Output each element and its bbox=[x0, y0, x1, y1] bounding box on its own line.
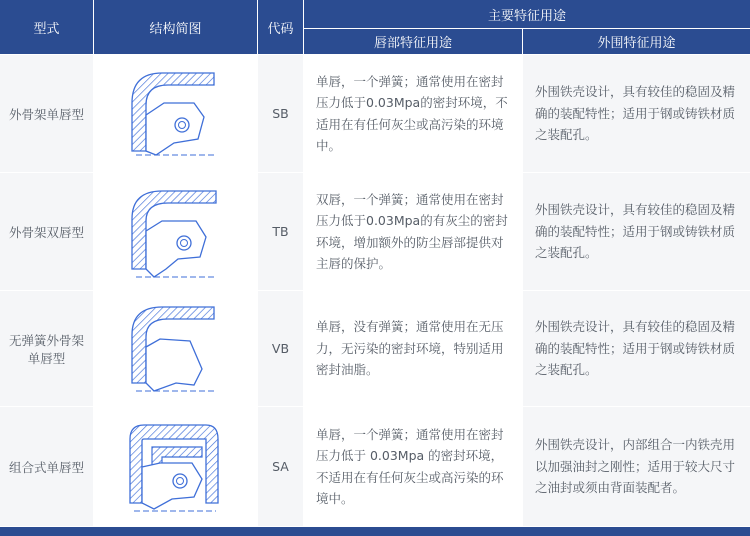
row2-diagram bbox=[94, 173, 257, 290]
row4-lip-desc bbox=[304, 407, 522, 526]
row3-outer-text: 外围铁壳设计，具有较佳的稳固及精确的装配特性；适用于钢或铸铁材质之装配孔。 bbox=[535, 319, 736, 378]
header-outer-features: 外围特征用途 bbox=[523, 29, 750, 54]
row3-lip-text: 单唇，没有弹簧；通常使用在无压力，无污染的密封环境，特别适用密封油脂。 bbox=[316, 319, 504, 378]
row4-outer-text: 外围铁壳设计，内部组合一内铁壳用以加强油封之刚性；适用于较大尺寸之油封或须由背面装配者。 bbox=[535, 437, 736, 496]
row1-lip-text: 单唇，一个弹簧；通常使用在密封压力低于0.03Mpa的密封环境，不适用在有任何灰尘或高污染的环境中。 bbox=[316, 73, 508, 153]
row1-code: SB bbox=[258, 55, 303, 172]
row2-code: TB bbox=[258, 173, 303, 290]
row2-type: 外骨架双唇型 bbox=[0, 173, 93, 290]
row2-outer-text: 外围铁壳设计，具有较佳的稳固及精确的装配特性；适用于钢或铸铁材质之装配孔。 bbox=[535, 202, 736, 261]
row1-diagram bbox=[94, 55, 257, 172]
row4-outer-desc bbox=[523, 407, 750, 526]
row1-lip-desc bbox=[304, 55, 522, 172]
seal-vb-drawing bbox=[94, 291, 257, 406]
row1-outer-text: 外围铁壳设计，具有较佳的稳固及精确的装配特性；适用于钢或铸铁材质之装配孔。 bbox=[535, 84, 736, 143]
row3-diagram bbox=[94, 291, 257, 406]
header-type: 型式 bbox=[0, 0, 93, 54]
row4-type: 组合式单唇型 bbox=[0, 407, 93, 526]
row4-lip-text: 单唇，一个弹簧；通常使用在密封压力低于 0.03Mpa 的密封环境，不适用在有任何灰尘或高污染的环境中。 bbox=[316, 426, 504, 506]
row2-lip-text: 双唇，一个弹簧；通常使用在密封压力低于0.03Mpa的有灰尘的密封环境，增加额外的防尘唇部提供对主唇的保护。 bbox=[316, 191, 508, 271]
row3-code: VB bbox=[258, 291, 303, 406]
header-main-features: 主要特征用途 bbox=[304, 0, 750, 28]
seal-sb-drawing bbox=[94, 55, 257, 172]
row2-outer-desc bbox=[523, 173, 750, 290]
header-lip-features: 唇部特征用途 bbox=[304, 29, 522, 54]
row3-type: 无弹簧外骨架单唇型 bbox=[0, 291, 93, 406]
row3-lip-desc bbox=[304, 291, 522, 406]
row1-outer-desc bbox=[523, 55, 750, 172]
row4-code: SA bbox=[258, 407, 303, 526]
header-diagram: 结构简图 bbox=[94, 0, 257, 54]
row3-outer-desc bbox=[523, 291, 750, 406]
seal-tb-drawing bbox=[94, 173, 257, 290]
seal-sa-drawing bbox=[94, 407, 257, 526]
table-footer-bar bbox=[0, 527, 750, 536]
header-code: 代码 bbox=[258, 0, 303, 54]
row2-lip-desc bbox=[304, 173, 522, 290]
row1-type: 外骨架单唇型 bbox=[0, 55, 93, 172]
row4-diagram bbox=[94, 407, 257, 526]
